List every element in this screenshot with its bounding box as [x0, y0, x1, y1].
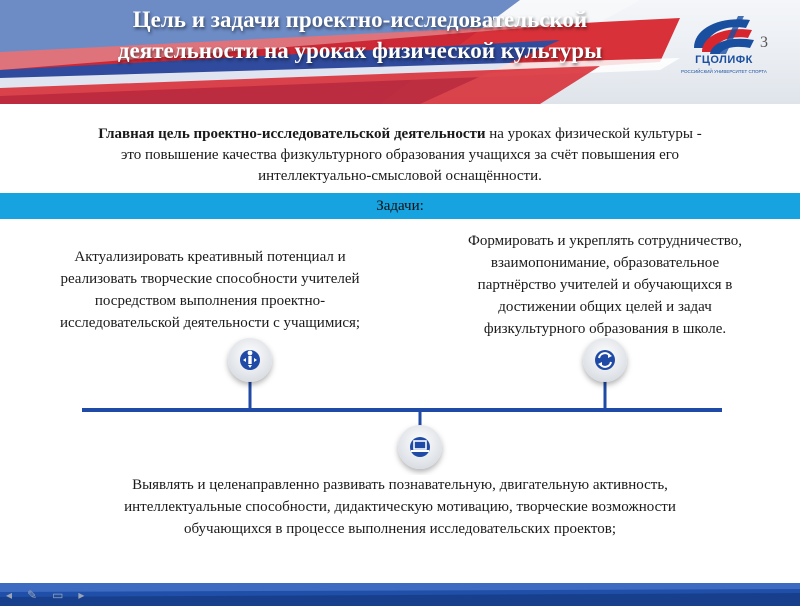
main-goal-rest: на уроках физической культуры - — [485, 126, 702, 142]
laptop-icon — [398, 425, 442, 469]
person-arrows-icon — [228, 338, 272, 382]
task-2-text — [420, 230, 790, 340]
slide-header — [0, 0, 800, 104]
slide-title-line1: Цель и задачи проектно-исследовательской — [132, 7, 588, 32]
task-2-line: партнёрство учителей и обучающихся в — [477, 277, 733, 293]
logo-text: ГЦОЛИФК — [695, 54, 753, 66]
timeline-diagram — [0, 330, 800, 475]
task-2-line: достижении общих целей и задач — [498, 299, 712, 315]
task-1-line: посредством выполнения проектно- — [94, 293, 326, 309]
refresh-cycle-icon — [583, 338, 627, 382]
task-2-line: Формировать и укреплять сотрудничество, — [468, 233, 742, 249]
task-1-line: Актуализировать креативный потенциал и — [74, 249, 346, 265]
main-goal-line3: интеллектуально-смысловой оснащённости. — [258, 168, 542, 184]
footer-band — [0, 583, 800, 606]
task-3-line: интеллектуальные способности, дидактическую мотивацию, творческие возможности — [124, 499, 676, 515]
slide-title — [50, 4, 670, 66]
task-2-line: физкультурного образования в школе. — [483, 321, 727, 337]
task-1-line: реализовать творческие способности учителей — [60, 271, 360, 287]
task-1-text — [10, 246, 410, 334]
task-3-line: обучающихся в процессе выполнения исследовательских проектов; — [183, 521, 616, 537]
tasks-header-bar — [0, 193, 800, 219]
slide-nav-icons[interactable]: ◂ ✎ ▭ ▸ — [6, 588, 91, 602]
task-3-line: Выявлять и целенаправленно развивать познавательную, двигательную активность, — [132, 477, 668, 493]
main-goal-line2: это повышение качества физкультурного образования учащихся за счёт повышения его — [120, 147, 680, 163]
main-goal-bold: Главная цель проектно-исследовательской деятельности — [98, 126, 486, 142]
task-3-text — [40, 474, 760, 540]
slide-number: 3 — [760, 34, 768, 51]
slide-title-line2: деятельности на уроках физической культуры — [117, 38, 603, 63]
task-2-line: взаимопонимание, образовательное — [490, 255, 720, 271]
logo-subtext: РОССИЙСКИЙ УНИВЕРСИТЕТ СПОРТА — [681, 69, 767, 74]
tasks-label: Задачи: — [376, 198, 424, 214]
task-1-line: исследовательской деятельности с учащимися; — [59, 315, 361, 331]
main-goal-text — [30, 124, 770, 187]
